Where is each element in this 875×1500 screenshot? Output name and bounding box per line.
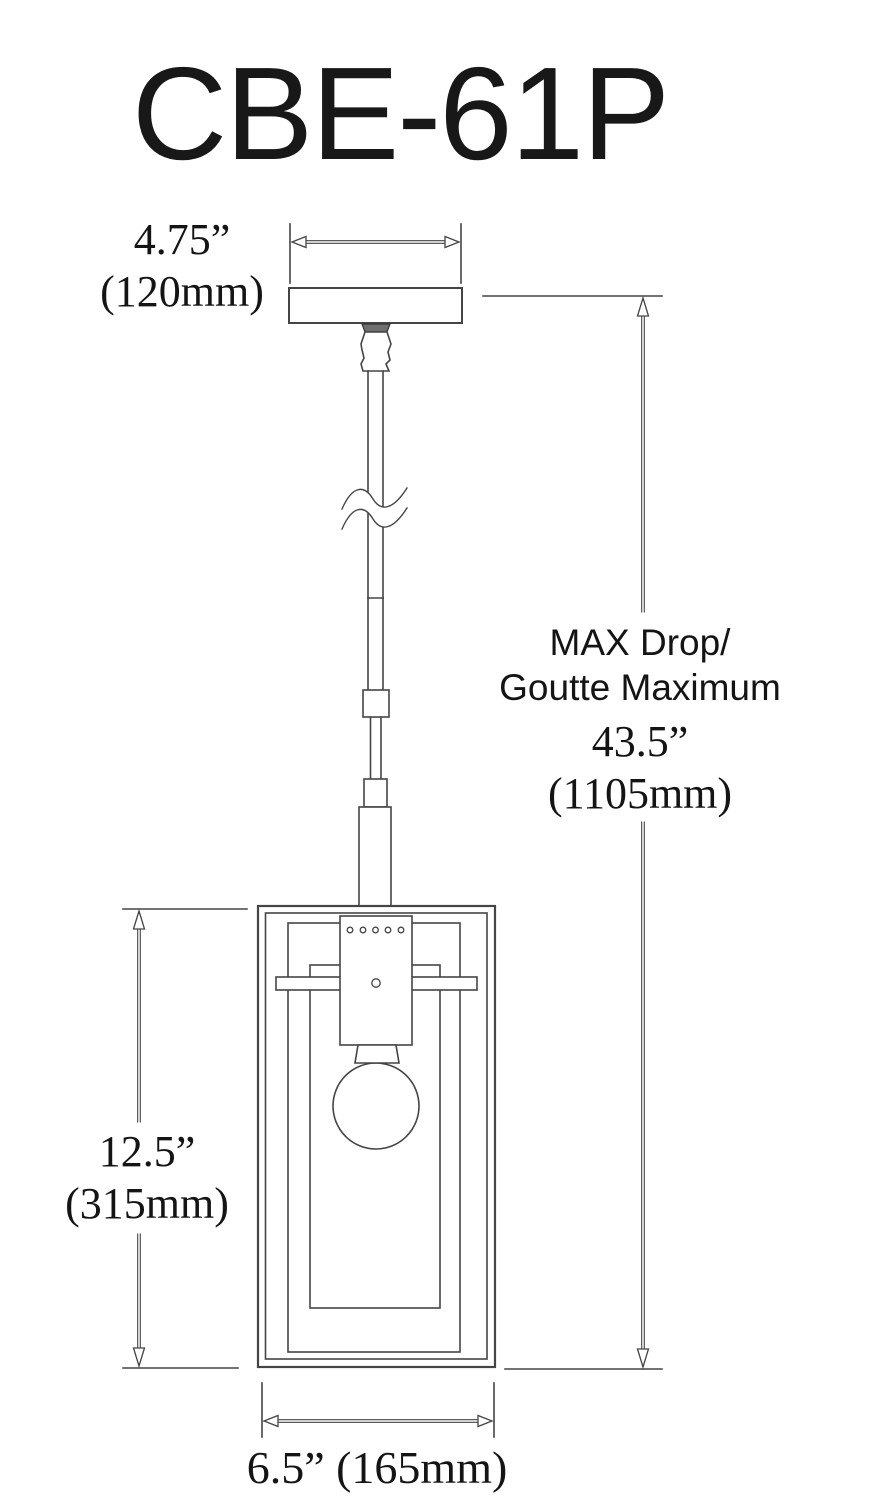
- box-height-inches: 12.5”: [98, 1127, 196, 1176]
- box-height-label: [27, 1126, 267, 1230]
- max-drop-inches: 43.5”: [591, 717, 689, 766]
- hang-straight-knob: [361, 332, 391, 371]
- bulb-icon: [333, 1063, 419, 1149]
- box-width-label: 6.5” (165mm): [246, 1442, 508, 1493]
- arrow-right-icon: [478, 1416, 492, 1427]
- max-drop-label: [490, 620, 790, 820]
- canopy-shape: [289, 288, 462, 323]
- box-height-mm: (315mm): [65, 1179, 229, 1228]
- rod-thin: [371, 717, 382, 779]
- canopy-width-label: [62, 214, 302, 318]
- fixture-cage: [258, 906, 495, 1367]
- max-drop-dimension: [483, 296, 662, 1369]
- arrow-right-icon: [445, 237, 459, 248]
- screw-hole: [372, 979, 380, 987]
- canopy-width-mm: (120mm): [100, 267, 264, 316]
- arrow-down-icon: [638, 1349, 649, 1367]
- canopy-width-dimension: [290, 224, 461, 283]
- coupler-shape: [363, 690, 389, 717]
- canopy-width-inches: 4.75”: [133, 215, 231, 264]
- rod-upper: [368, 371, 383, 598]
- arrow-up-icon: [134, 911, 145, 929]
- rod-lower: [368, 598, 383, 690]
- max-drop-mm: (1105mm): [547, 769, 733, 818]
- stem-cylinder: [359, 807, 391, 906]
- box-width-dimension: [262, 1383, 494, 1437]
- bulb-neck: [355, 1045, 399, 1063]
- arrow-down-icon: [134, 1348, 145, 1366]
- arrow-left-icon: [264, 1416, 278, 1427]
- stem-hub: [364, 779, 387, 807]
- max-drop-label-en: MAX Drop/: [549, 622, 731, 663]
- arrow-up-icon: [638, 298, 649, 316]
- collar-shape: [362, 324, 390, 332]
- max-drop-label-fr: Goutte Maximum: [499, 667, 781, 708]
- model-title: CBE-61P: [131, 40, 669, 187]
- stem-assembly: [342, 324, 407, 906]
